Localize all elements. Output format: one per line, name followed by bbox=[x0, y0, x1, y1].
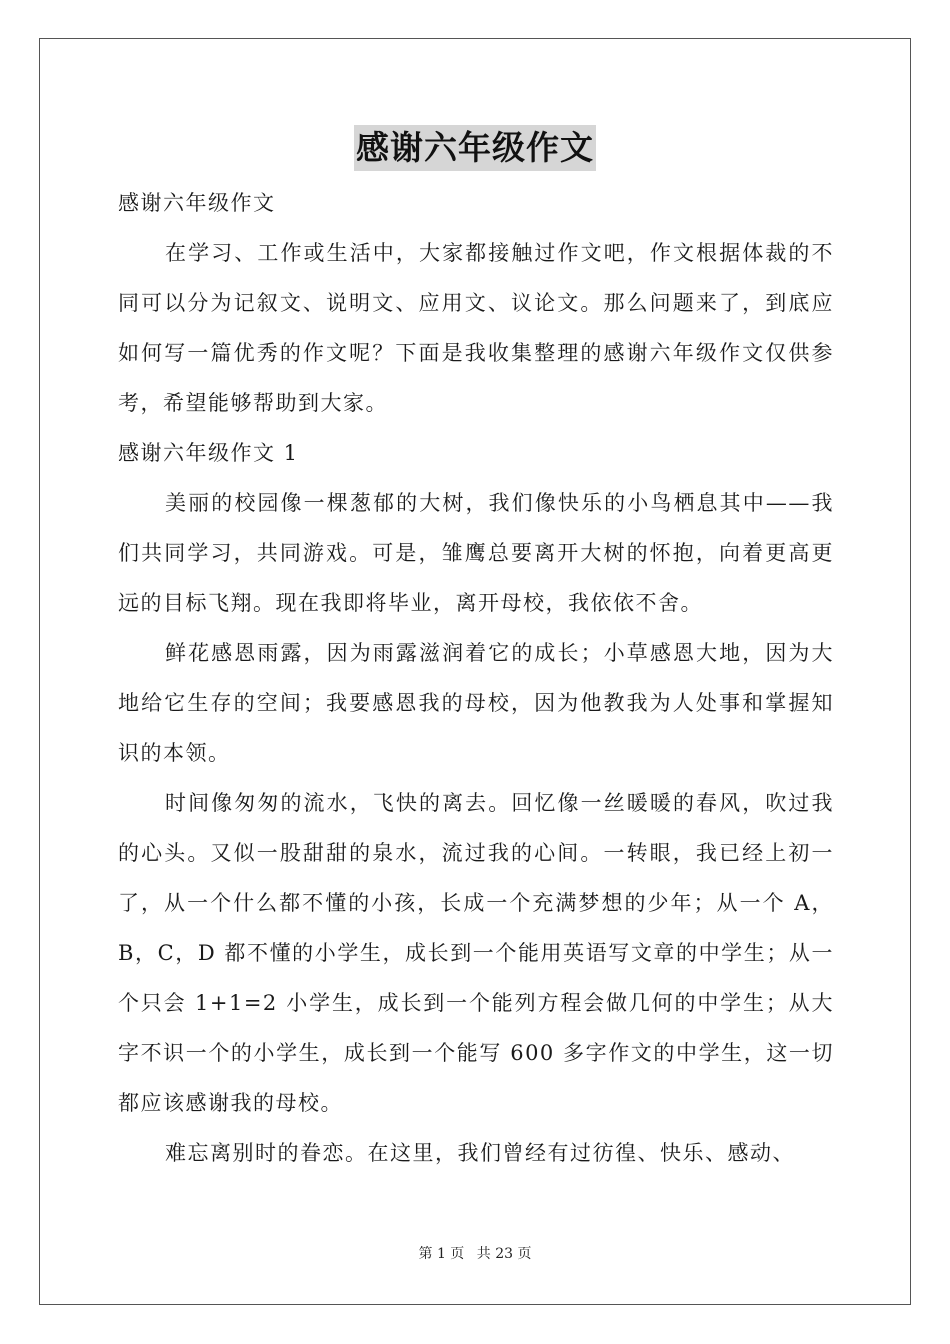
document-title: 感谢六年级作文 bbox=[354, 125, 596, 171]
page-number: 第 1 页 bbox=[418, 1246, 465, 1262]
document-body bbox=[118, 178, 834, 1178]
title-container bbox=[0, 125, 950, 171]
paragraph: 感谢六年级作文 bbox=[118, 191, 276, 215]
paragraph: 时间像匆匆的流水，飞快的离去。回忆像一丝暖暖的春风，吹过我的心头。又似一股甜甜的泉水，流过我的心间。一转眼，我已经上初一了，从一个什么都不懂的小孩，长成一个充满梦想的少年；从一个 A，B，C，D 都不懂的小学生，成长到一个能用英语写文章的中学生；从一个只会 1+1=2 小学生，成长到一个能列方程会做几何的中学生；从大字不识一个的小学生，成长到一个能写 600 多字作文的中学生，这一切都应该感谢我的母校。 bbox=[118, 791, 834, 1115]
paragraph: 鲜花感恩雨露，因为雨露滋润着它的成长；小草感恩大地，因为大地给它生存的空间；我要感恩我的母校，因为他教我为人处事和掌握知识的本领。 bbox=[118, 641, 834, 765]
section-heading: 感谢六年级作文 1 bbox=[118, 441, 299, 465]
page-total: 共 23 页 bbox=[476, 1246, 532, 1262]
paragraph: 美丽的校园像一棵葱郁的大树，我们像快乐的小鸟栖息其中——我们共同学习，共同游戏。可是，雏鹰总要离开大树的怀抱，向着更高更远的目标飞翔。现在我即将毕业，离开母校，我依依不舍。 bbox=[118, 491, 834, 615]
paragraph: 难忘离别时的眷恋。在这里，我们曾经有过彷徨、快乐、感动、 bbox=[165, 1141, 795, 1165]
page-footer bbox=[0, 1244, 950, 1264]
paragraph: 在学习、工作或生活中，大家都接触过作文吧，作文根据体裁的不同可以分为记叙文、说明文、应用文、议论文。那么问题来了，到底应如何写一篇优秀的作文呢？下面是我收集整理的感谢六年级作文仅供参考，希望能够帮助到大家。 bbox=[118, 241, 834, 415]
